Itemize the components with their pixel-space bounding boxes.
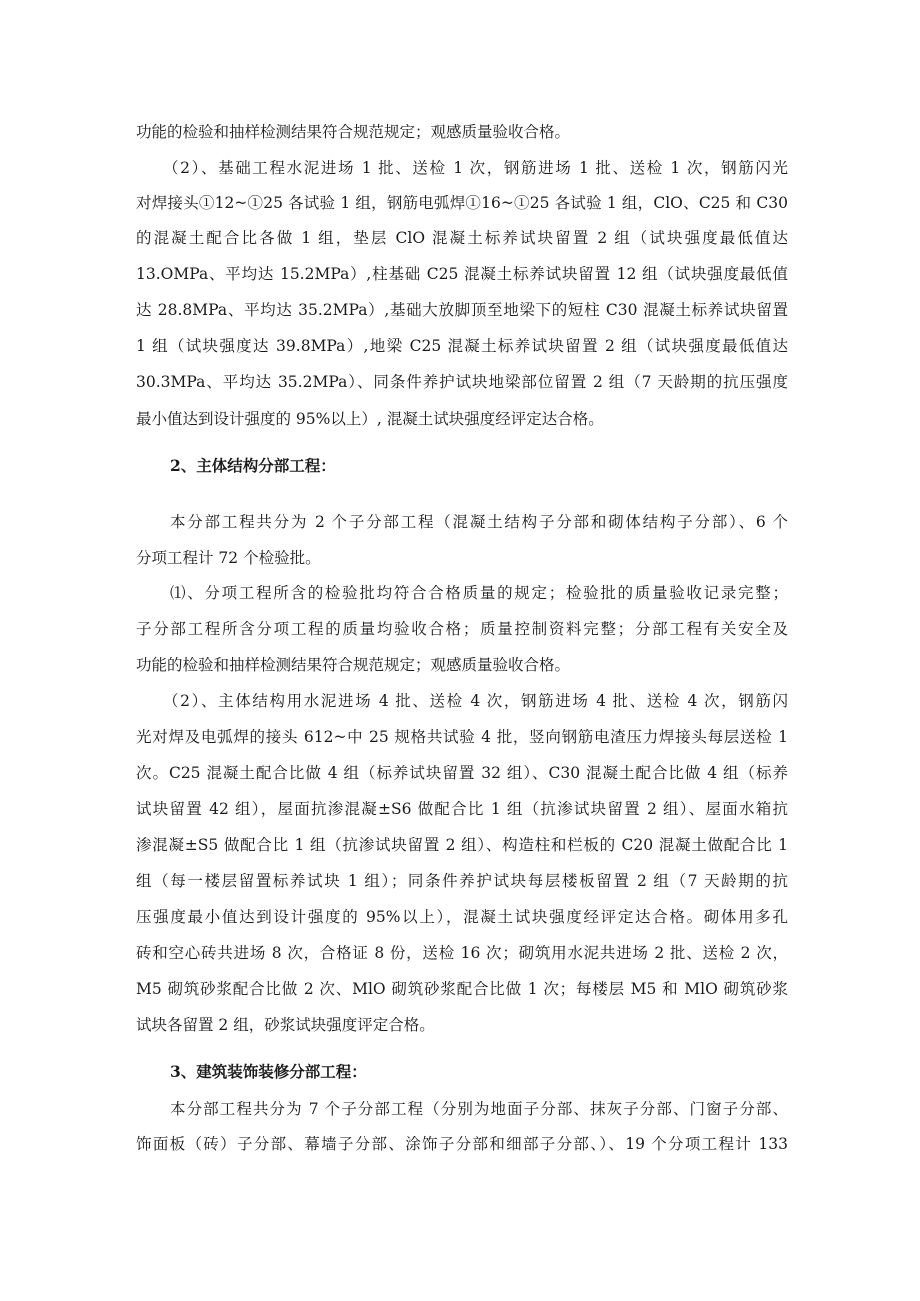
text-line: 饰面板（砖）子分部、幕墙子分部、涂饰子分部和细部子分部、）、19 个分项工程计 133 — [136, 1135, 788, 1153]
text-line: 光对焊及电弧焊的接头 612~中 25 规格共试验 4 批，竖向钢筋电渣压力焊接头每层送检 1 — [136, 728, 788, 746]
text-line: M5 砌筑砂浆配合比做 2 次、MlO 砌筑砂浆配合比做 1 次；每楼层 M5 和 MlO 砌筑砂浆 — [136, 980, 788, 998]
text-line: 达 28.8MPa、平均达 35.2MPa）,基础大放脚顶至地梁下的短柱 C30 混凝土标养试块留置 — [136, 301, 788, 319]
text-line: （2）、主体结构用水泥进场 4 批、送检 4 次，钢筋进场 4 批、送检 4 次，钢筋闪 — [163, 692, 788, 710]
text-line: 砖和空心砖共进场 8 次，合格证 8 份，送检 16 次；砌筑用水泥共进场 2 批、送检 2 次， — [136, 944, 788, 962]
text-line: 对焊接头①12~①25 各试验 1 组，钢筋电弧焊①16~①25 各试验 1 组，ClO、C25 和 C30 — [136, 194, 788, 212]
section-heading: 2、主体结构分部工程： — [170, 456, 336, 475]
text-line: 1 组（试块强度达 39.8MPa）,地梁 C25 混凝土标养试块留置 2 组（试块强度最低值达 — [136, 337, 788, 355]
text-line: 本分部工程共分为 7 个子分部工程（分别为地面子分部、抹灰子分部、门窗子分部、 — [170, 1100, 788, 1118]
text-line: 13.OMPa、平均达 15.2MPa）,柱基础 C25 混凝土标养试块留置 12 组（试块强度最低值 — [136, 265, 788, 283]
text-line: 功能的检验和抽样检测结果符合规范规定；观感质量验收合格。 — [136, 656, 571, 674]
text-line: 的混凝土配合比各做 1 组，垫层 ClO 混凝土标养试块留置 2 组（试块强度最低值达 — [136, 229, 788, 247]
text-line: 试块各留置 2 组，砂浆试块强度评定合格。 — [136, 1016, 435, 1034]
text-line: 子分部工程所含分项工程的质量均验收合格；质量控制资料完整；分部工程有关安全及 — [136, 620, 788, 638]
text-line: 渗混凝±S5 做配合比 1 组（抗渗试块留置 2 组）、构造柱和栏板的 C20 混凝土做配合比 1 — [136, 836, 788, 854]
text-line: 本分部工程共分为 2 个子分部工程（混凝土结构子分部和砌体结构子分部）、6 个 — [170, 513, 788, 531]
text-line: 最小值达到设计强度的 95%以上）, 混凝土试块强度经评定达合格。 — [136, 410, 604, 428]
text-line: ⑴、分项工程所含的检验批均符合合格质量的规定；检验批的质量验收记录完整； — [170, 584, 788, 602]
text-line: 功能的检验和抽样检测结果符合规范规定；观感质量验收合格。 — [136, 123, 571, 141]
text-line: 分项工程计 72 个检验批。 — [136, 549, 321, 567]
text-line: （2）、基础工程水泥进场 1 批、送检 1 次，钢筋进场 1 批、送检 1 次，钢筋闪光 — [163, 159, 788, 177]
text-line: 试块留置 42 组），屋面抗渗混凝±S6 做配合比 1 组（抗渗试块留置 2 组）、屋面水箱抗 — [136, 800, 788, 818]
section-heading: 3、建筑装饰装修分部工程： — [170, 1062, 367, 1081]
text-line: 次。C25 混凝土配合比做 4 组（标养试块留置 32 组）、C30 混凝土配合比做 4 组（标养 — [136, 764, 788, 782]
text-line: 压强度最小值达到设计强度的 95%以上），混凝土试块强度经评定达合格。砌体用多孔 — [136, 908, 788, 926]
text-line: 30.3MPa、平均达 35.2MPa）、同条件养护试块地梁部位留置 2 组（7 天龄期的抗压强度 — [136, 373, 788, 391]
text-line: 组（每一楼层留置标养试块 1 组）；同条件养护试块每层楼板留置 2 组（7 天龄期的抗 — [136, 872, 788, 890]
